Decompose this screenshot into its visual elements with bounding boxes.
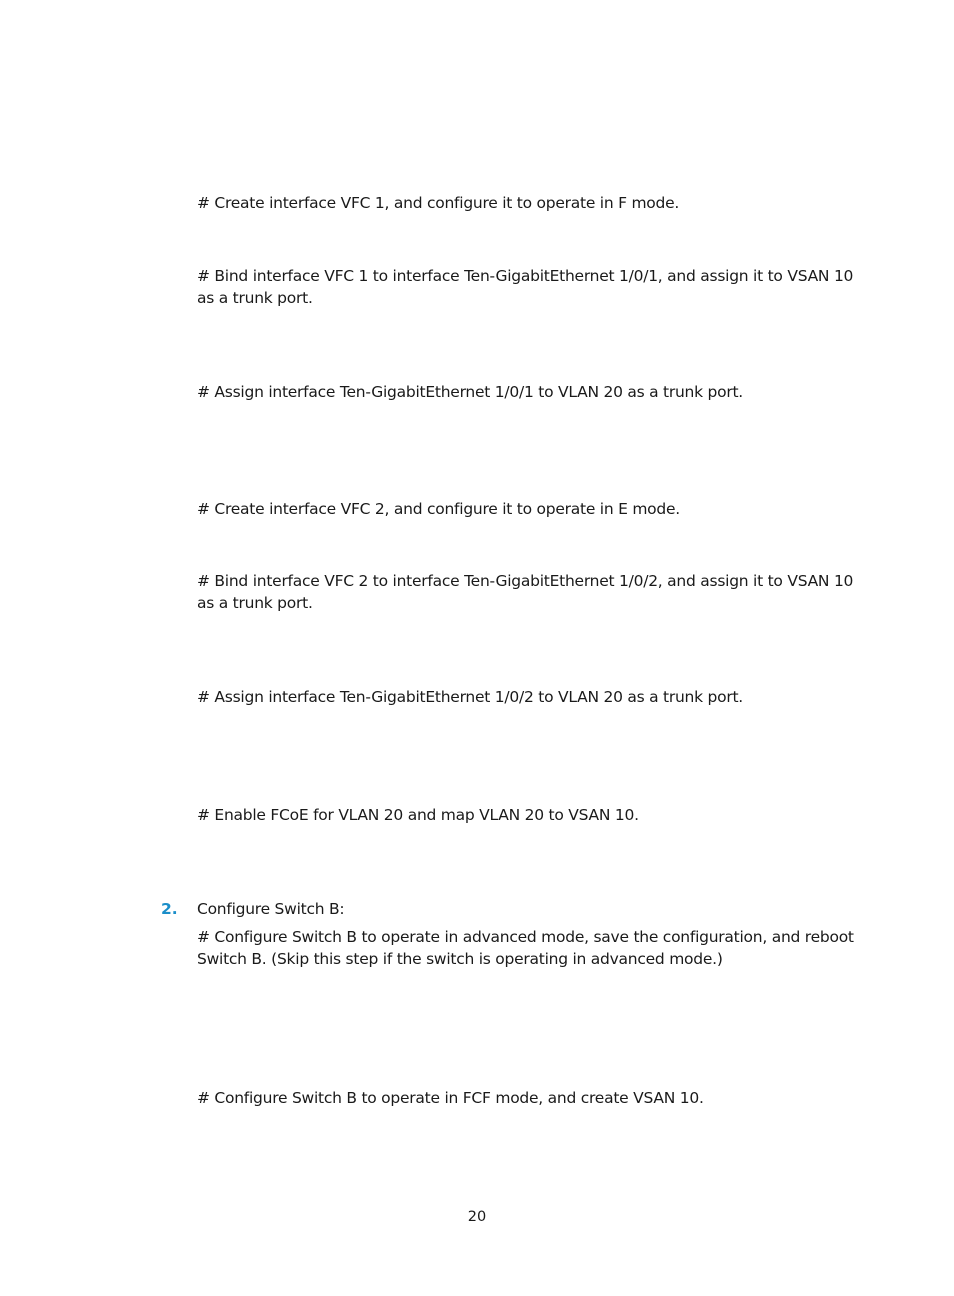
- instruction-assign-te2: # Assign interface Ten-GigabitEthernet 1/0/2 to VLAN 20 as a trunk port.: [197, 688, 743, 706]
- instruction-create-vfc1: # Create interface VFC 1, and configure it to operate in F mode.: [197, 194, 680, 212]
- page-number: 20: [467, 1209, 487, 1225]
- instruction-advanced-mode: # Configure Switch B to operate in advanced mode, save the configuration, and reboot Switch B. (Skip this step if the switch is operating in advanced mode.): [197, 928, 854, 968]
- instruction-fcf-mode: # Configure Switch B to operate in FCF mode, and create VSAN 10.: [197, 1089, 704, 1107]
- instruction-assign-te1: # Assign interface Ten-GigabitEthernet 1/0/1 to VLAN 20 as a trunk port.: [197, 383, 743, 401]
- instruction-bind-vfc1: # Bind interface VFC 1 to interface Ten-GigabitEthernet 1/0/1, and assign it to VSAN 10 as a trunk port.: [197, 267, 854, 307]
- step-number: 2.: [161, 900, 178, 918]
- instruction-create-vfc2: # Create interface VFC 2, and configure it to operate in E mode.: [197, 500, 680, 518]
- step-title: Configure Switch B:: [197, 900, 345, 918]
- instruction-enable-fcoe: # Enable FCoE for VLAN 20 and map VLAN 20 to VSAN 10.: [197, 806, 639, 824]
- instruction-bind-vfc2: # Bind interface VFC 2 to interface Ten-GigabitEthernet 1/0/2, and assign it to VSAN 10 as a trunk port.: [197, 572, 854, 612]
